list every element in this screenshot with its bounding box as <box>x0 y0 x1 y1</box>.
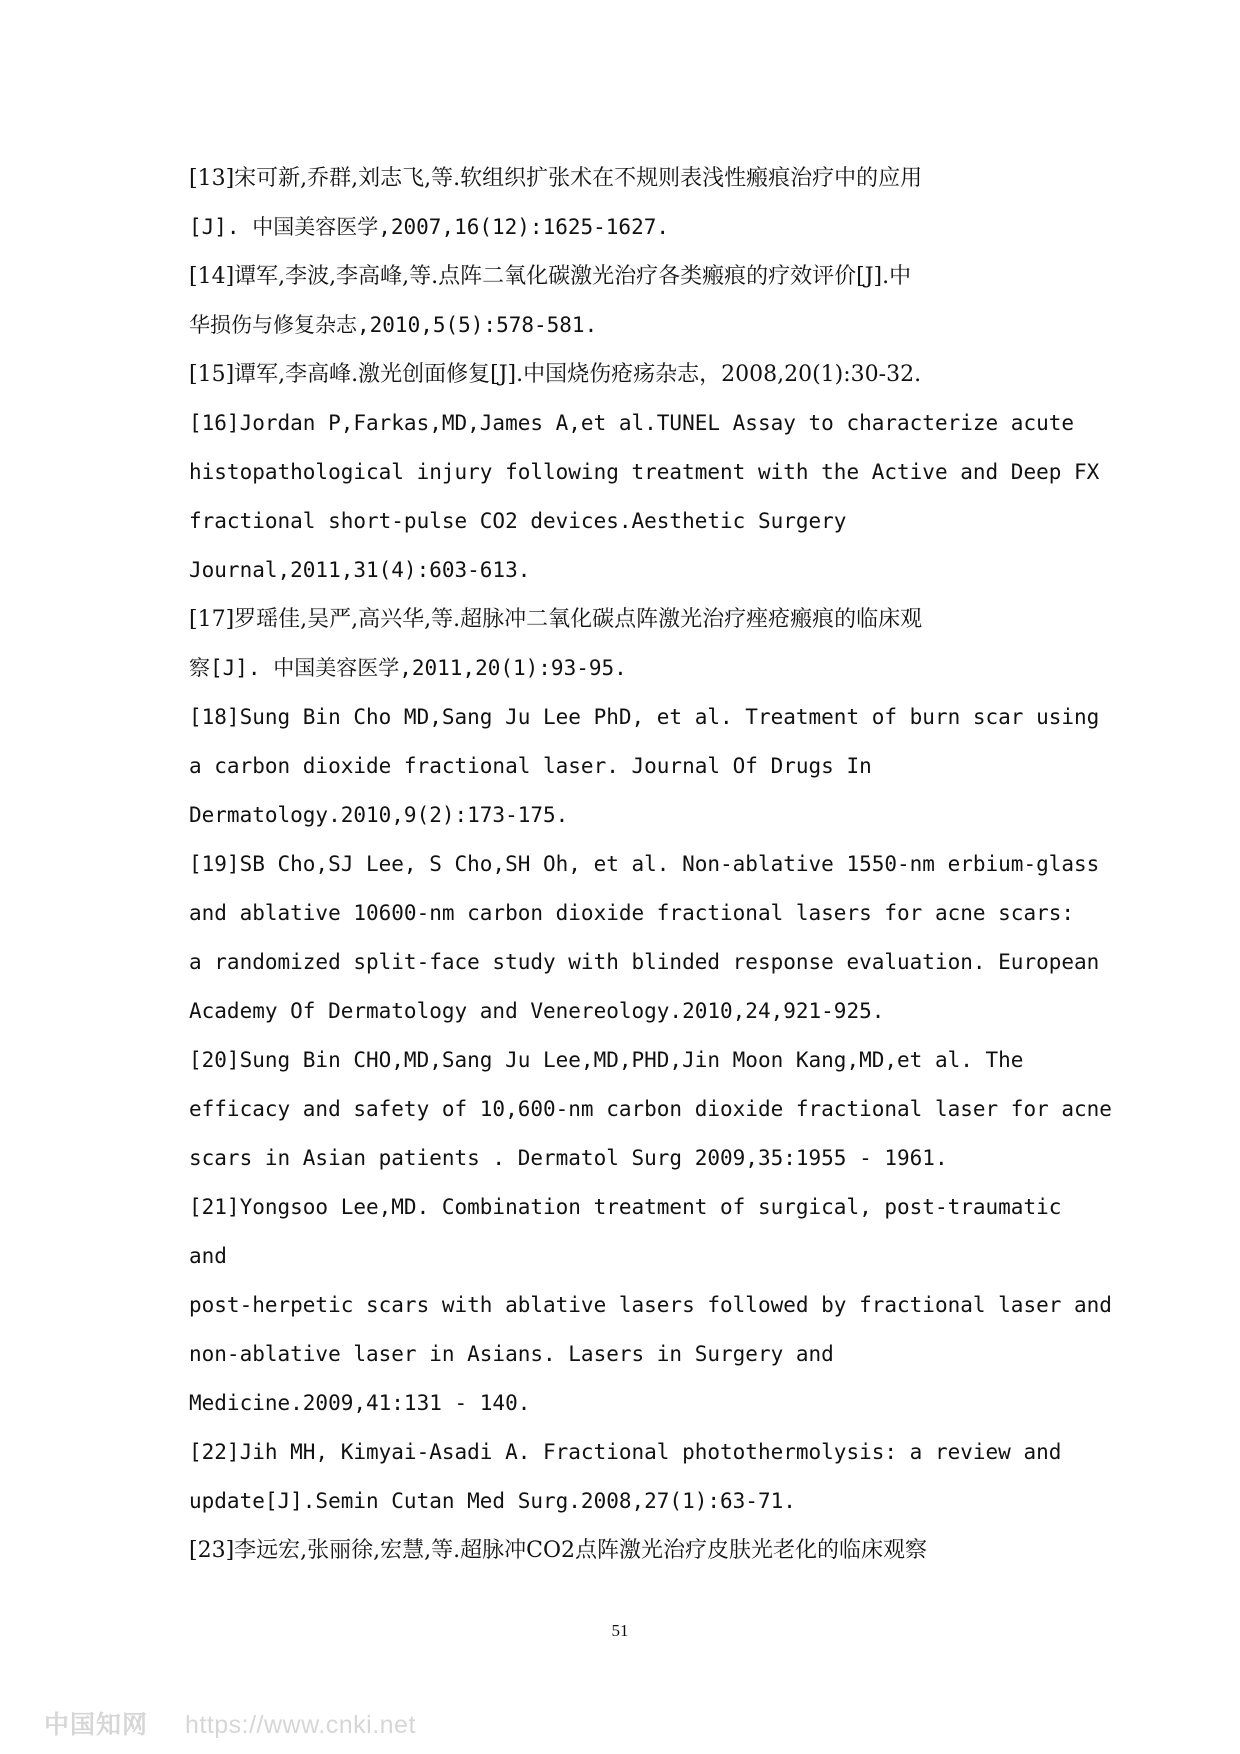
reference-line: [J]. 中国美容医学,2007,16(12):1625-1627. <box>189 215 670 239</box>
reference-line: [21]Yongsoo Lee,MD. Combination treatment of surgical, post-traumatic <box>189 1195 1062 1219</box>
reference-line: post-herpetic scars with ablative lasers followed by fractional laser and <box>189 1293 1112 1317</box>
reference-line: efficacy and safety of 10,600-nm carbon dioxide fractional laser for acne <box>189 1097 1112 1121</box>
cnki-watermark <box>44 1705 416 1741</box>
reference-line: [23]李远宏,张丽徐,宏慧,等.超脉冲CO2点阵激光治疗皮肤光老化的临床观察 <box>189 1538 928 1563</box>
reference-line: Journal,2011,31(4):603-613. <box>189 558 531 582</box>
reference-line: non-ablative laser in Asians. Lasers in Surgery and <box>189 1342 834 1366</box>
reference-line: [13]宋可新,乔群,刘志飞,等.软组织扩张术在不规则表浅性瘢痕治疗中的应用 <box>189 166 923 191</box>
page-number: 51 <box>611 1621 629 1640</box>
reference-line: [22]Jih MH, Kimyai-Asadi A. Fractional photothermolysis: a review and <box>189 1440 1062 1464</box>
reference-line: Academy Of Dermatology and Venereology.2010,24,921-925. <box>189 999 885 1023</box>
reference-line: a carbon dioxide fractional laser. Journal Of Drugs In <box>189 754 872 778</box>
reference-line: [20]Sung Bin CHO,MD,Sang Ju Lee,MD,PHD,Jin Moon Kang,MD,et al. The <box>189 1048 1024 1072</box>
reference-line: histopathological injury following treatment with the Active and Deep FX <box>189 460 1100 484</box>
reference-line: [15]谭军,李高峰.激光创面修复[J].中国烧伤疮疡杂志，2008,20(1):30-32. <box>189 362 922 387</box>
reference-line: [19]SB Cho,SJ Lee, S Cho,SH Oh, et al. Non-ablative 1550-nm erbium-glass <box>189 852 1100 876</box>
reference-list <box>189 154 1112 1575</box>
reference-line: scars in Asian patients . Dermatol Surg 2009,35:1955 - 1961. <box>189 1146 948 1170</box>
cnki-logo-text: 中国知网 <box>44 1711 149 1739</box>
reference-line: a randomized split-face study with blinded response evaluation. European <box>189 950 1100 974</box>
reference-line: Medicine.2009,41:131 - 140. <box>189 1391 531 1415</box>
cnki-url: https://www.cnki.net <box>184 1711 416 1739</box>
reference-line: fractional short-pulse CO2 devices.Aesthetic Surgery <box>189 509 847 533</box>
reference-line: [16]Jordan P,Farkas,MD,James A,et al.TUNEL Assay to characterize acute <box>189 411 1075 435</box>
reference-line: and <box>189 1244 227 1268</box>
reference-line: Dermatology.2010,9(2):173-175. <box>189 803 569 827</box>
reference-line: 华损伤与修复杂志,2010,5(5):578-581. <box>189 313 598 337</box>
reference-line: and ablative 10600-nm carbon dioxide fractional lasers for acne scars: <box>189 901 1075 925</box>
reference-line: [14]谭军,李波,李高峰,等.点阵二氧化碳激光治疗各类瘢痕的疗效评价[J].中 <box>189 264 912 289</box>
reference-line: [17]罗瑶佳,吴严,高兴华,等.超脉冲二氧化碳点阵激光治疗痤疮瘢痕的临床观 <box>189 607 923 632</box>
reference-line: update[J].Semin Cutan Med Surg.2008,27(1):63-71. <box>189 1489 796 1513</box>
reference-line: [18]Sung Bin Cho MD,Sang Ju Lee PhD, et al. Treatment of burn scar using <box>189 705 1100 729</box>
reference-line: 察[J]. 中国美容医学,2011,20(1):93-95. <box>189 656 627 680</box>
